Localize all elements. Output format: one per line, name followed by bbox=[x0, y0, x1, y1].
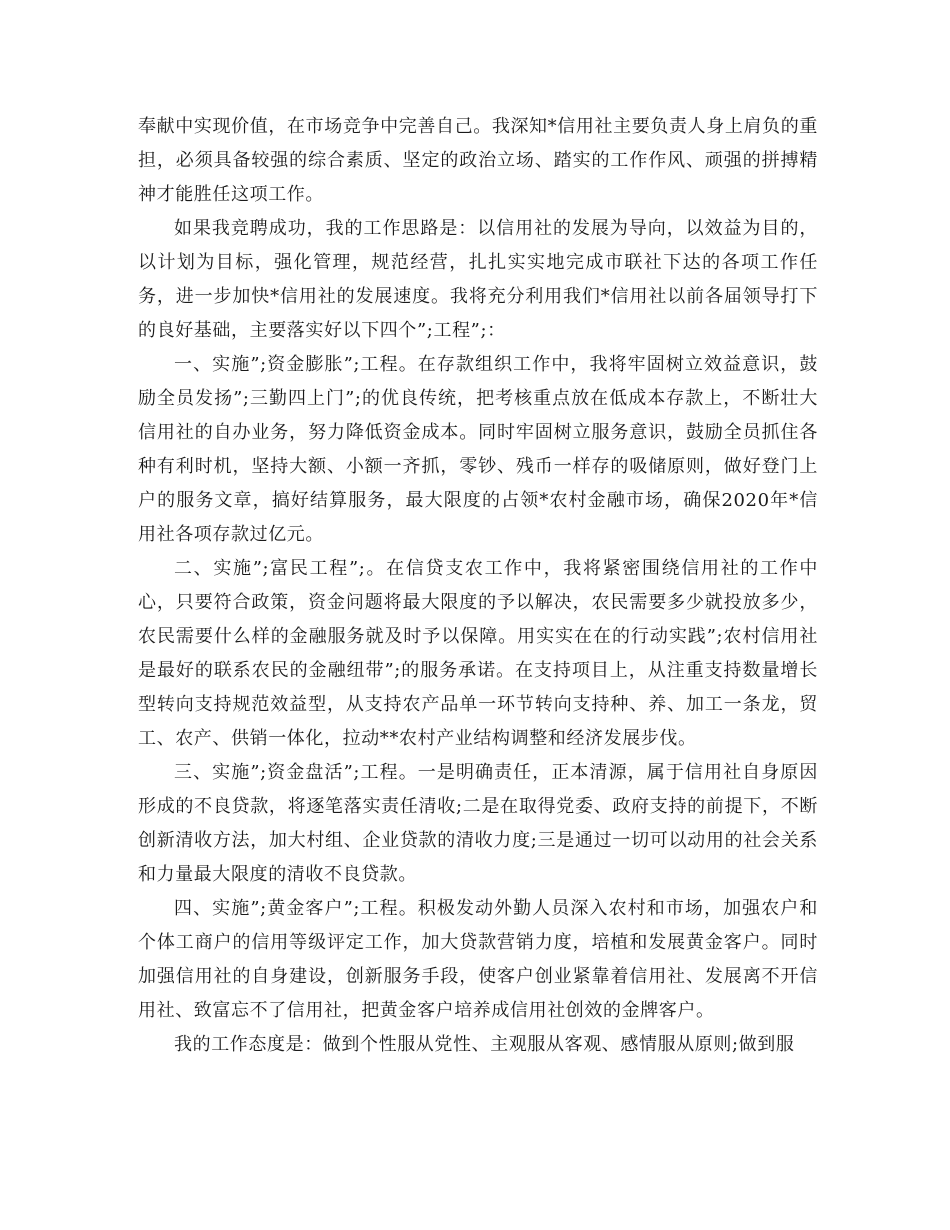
paragraph-4: 二、实施”;富民工程”;。在信贷支农工作中，我将紧密围绕信用社的工作中心，只要符合政策，资金问题将最大限度的予以解决，农民需要多少就投放多少，农民需要什么样的金融服务就及时予以保障。用实实在在的行动实践”;农村信用社是最好的联系农民的金融纽带”;的服务承诺。在支持项目上，从注重支持数量增长型转向支持规范效益型，从支持农产品单一环节转向支持种、养、加工一条龙，贸工、农产、供销一体化，拉动**农村产业结构调整和经济发展步伐。 bbox=[138, 558, 818, 749]
paragraph-7: 我的工作态度是：做到个性服从党性、主观服从客观、感情服从原则;做到服 bbox=[174, 1034, 795, 1055]
paragraph-6: 四、实施”;黄金客户”;工程。积极发动外勤人员深入农村和市场，加强农户和个体工商户的信用等级评定工作，加大贷款营销力度，培植和发展黄金客户。同时加强信用社的自身建设，创新服务手段，使客户创业紧靠着信用社、发展离不开信用社、致富忘不了信用社，把黄金客户培养成信用社创效的金牌客户。 bbox=[138, 898, 818, 1021]
paragraph-3: 一、实施”;资金膨胀”;工程。在存款组织工作中，我将牢固树立效益意识，鼓励全员发扬”;三勤四上门”;的优良传统，把考核重点放在低成本存款上，不断壮大信用社的自办业务，努力降低资金成本。同时牢固树立服务意识，鼓励全员抓住各种有利时机，坚持大额、小额一齐抓，零钞、残币一样存的吸储原则，做好登门上户的服务文章，搞好结算服务，最大限度的占领*农村金融市场，确保2020年*信用社各项存款过亿元。 bbox=[138, 354, 818, 545]
document-body bbox=[138, 110, 818, 1062]
paragraph-2: 如果我竞聘成功，我的工作思路是：以信用社的发展为导向，以效益为目的，以计划为目标，强化管理，规范经营，扎扎实实地完成市联社下达的各项工作任务，进一步加快*信用社的发展速度。我将充分利用我们*信用社以前各届领导打下的良好基础，主要落实好以下四个”;工程”;： bbox=[138, 218, 818, 341]
paragraph-5: 三、实施”;资金盘活”;工程。一是明确责任，正本清源，属于信用社自身原因形成的不良贷款，将逐笔落实责任清收;二是在取得党委、政府支持的前提下，不断创新清收方法，加大村组、企业贷款的清收力度;三是通过一切可以动用的社会关系和力量最大限度的清收不良贷款。 bbox=[138, 762, 818, 885]
paragraph-1: 奉献中实现价值，在市场竞争中完善自己。我深知*信用社主要负责人身上肩负的重担，必须具备较强的综合素质、坚定的政治立场、踏实的工作作风、顽强的拼搏精神才能胜任这项工作。 bbox=[138, 116, 818, 205]
